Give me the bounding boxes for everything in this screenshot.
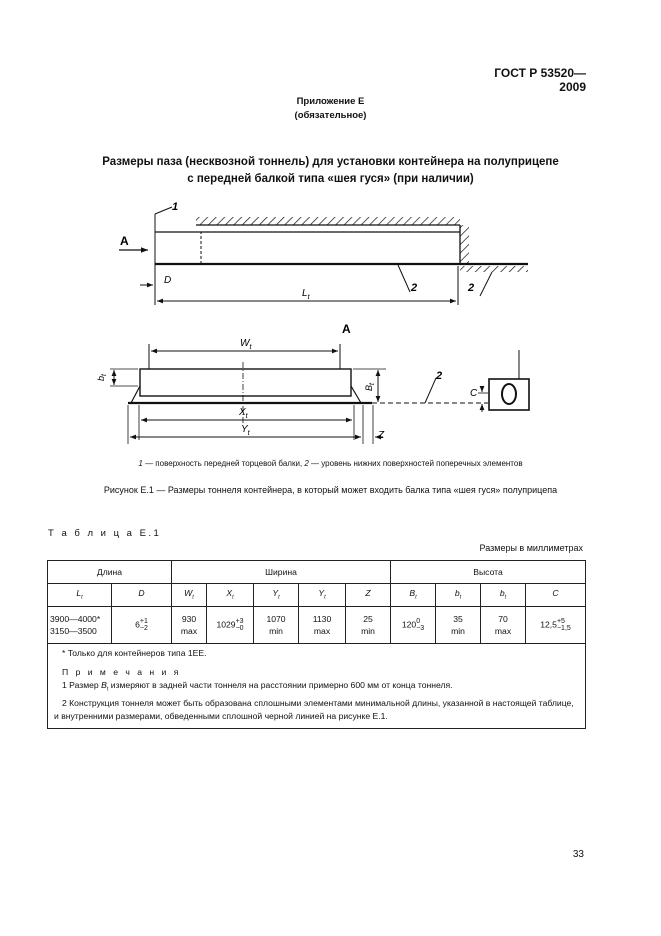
floor-hatch	[460, 266, 528, 272]
callout-2b: 2	[468, 282, 475, 294]
dim-c-label: C	[470, 388, 478, 399]
figure-title-line-2: с передней балкой типа «шея гуся» (при наличии)	[187, 173, 474, 185]
tunnel-drawing	[0, 190, 661, 455]
table-notes	[48, 644, 586, 729]
sym-z: Z	[346, 584, 391, 607]
legend-1-num: 1	[138, 459, 143, 468]
annex-status: (обязательное)	[294, 110, 367, 121]
figure-title-line-1: Размеры паза (несквозной тоннель) для установки контейнера на полуприцепе	[102, 156, 559, 168]
callout-2c: 2	[436, 370, 443, 382]
sym-bt: $B_t$	[391, 584, 436, 607]
sym-lt: $L_t$	[48, 584, 112, 607]
view-a-label: A	[120, 234, 129, 248]
sym-bt-small-1: $b_t$	[436, 584, 481, 607]
callout-2a: 2	[411, 282, 418, 294]
end-wall-hatch	[460, 225, 469, 263]
legend-1-text: — поверхность передней торцевой балки,	[142, 459, 305, 468]
figure-title	[40, 154, 621, 188]
beam-section-hole	[502, 384, 516, 404]
val-bt-small-1: 35 min	[436, 607, 481, 644]
notes-heading: П р и м е ч а н и я	[62, 667, 181, 677]
leader-1	[155, 207, 172, 214]
dim-l-label: $L_t$	[302, 288, 310, 301]
dim-z-label: Z	[378, 430, 385, 441]
gooseneck-outline	[155, 232, 201, 264]
dimensions-table	[47, 560, 586, 729]
val-xt: 1029+3 −0	[207, 607, 254, 644]
val-c: 12,5+5 −1,5	[526, 607, 586, 644]
val-bt: 1200 −3	[391, 607, 436, 644]
callout-1: 1	[172, 201, 179, 213]
group-length: Длина	[48, 561, 172, 584]
figure-legend	[40, 459, 621, 468]
table-notes-row	[48, 644, 586, 729]
legend-2-text: — уровень нижних поверхностей поперечных элементов	[308, 459, 523, 468]
note-2: 2 Конструкция тоннеля может быть образована сплошными элементами минимальной длины, указанной в настоящей таблице, и внутренними размерами, обведенными сплошной черной линией на рисунке Е.1.	[54, 697, 574, 721]
table-value-row	[48, 607, 586, 644]
note-1: 1 Размер $B_t$ измеряют в задней части тоннеля на расстоянии примерно 600 мм от конца тоннеля.	[62, 680, 453, 693]
leader-2c	[425, 378, 436, 403]
group-height: Высота	[391, 561, 586, 584]
page-number: 33	[572, 849, 584, 860]
dim-b-large-label: $B_t$	[364, 383, 376, 391]
sym-wt: $W_t$	[172, 584, 207, 607]
sym-c: C	[526, 584, 586, 607]
val-z: 25 min	[346, 607, 391, 644]
legend-2-num: 2	[304, 459, 309, 468]
end-view	[96, 322, 529, 444]
sym-d: D	[112, 584, 172, 607]
dim-b-small-label: $b_t$	[96, 374, 108, 381]
val-d: 6+1 −2	[112, 607, 172, 644]
standard-number: ГОСТ Р 53520—2009	[494, 66, 586, 94]
view-a-title: A	[342, 322, 351, 336]
group-width: Ширина	[172, 561, 391, 584]
leader-2a	[398, 265, 410, 292]
footnote: * Только для контейнеров типа 1EE.	[62, 648, 207, 658]
side-view	[119, 201, 528, 305]
leader-2b	[480, 272, 492, 296]
val-bt-small-2: 70 max	[481, 607, 526, 644]
table-group-row	[48, 561, 586, 584]
dim-x-label: $X_t$	[239, 407, 248, 420]
annex-heading	[200, 95, 461, 123]
val-yt2: 1130 max	[299, 607, 346, 644]
chamfer-left	[131, 386, 140, 403]
dim-w-label: $W_t$	[240, 338, 252, 351]
figure-caption: Рисунок Е.1 — Размеры тоннеля контейнера, в который может входить балка типа «шея гуся» полуприцепа	[103, 485, 558, 495]
sym-xt: $X_t$	[207, 584, 254, 607]
tunnel-profile	[140, 369, 351, 396]
chamfer-right	[351, 386, 361, 403]
table-units: Размеры в миллиметрах	[479, 543, 583, 553]
top-hatch	[196, 217, 460, 225]
annex-title: Приложение Е	[296, 96, 365, 107]
val-yt1: 1070 min	[254, 607, 299, 644]
dim-d-label: D	[164, 275, 172, 286]
val-wt: 930 max	[172, 607, 207, 644]
table-symbol-row	[48, 584, 586, 607]
sym-yt2: $Y_t$	[299, 584, 346, 607]
val-lt: 3900—4000* 3150—3500	[48, 607, 112, 644]
dim-y-label: $Y_t$	[241, 424, 250, 437]
table-label: Т а б л и ц а Е.1	[48, 528, 162, 539]
sym-yt1: $Y_t$	[254, 584, 299, 607]
sym-bt-small-2: $b_t$	[481, 584, 526, 607]
